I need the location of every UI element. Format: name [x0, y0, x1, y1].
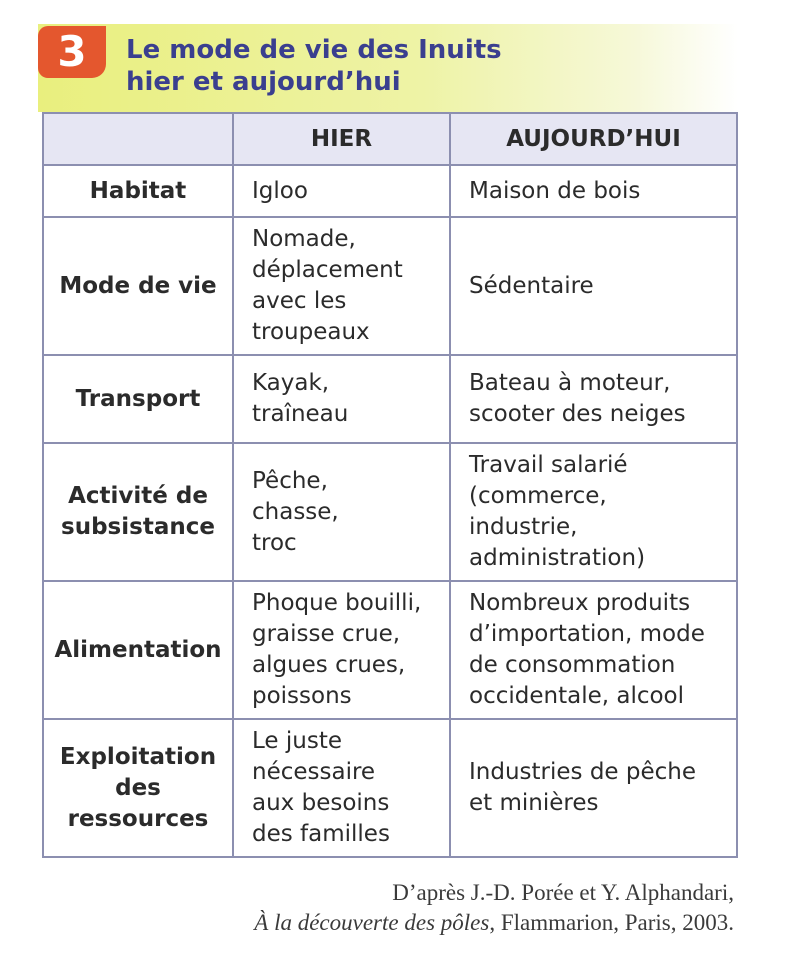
- column-header-hier: HIER: [233, 113, 450, 165]
- cell-aujourdhui: [450, 581, 737, 719]
- section-number-badge: 3: [38, 26, 106, 78]
- cell-aujourdhui-line: administration): [469, 545, 646, 571]
- cell-hier-line: graisse crue,: [252, 621, 401, 647]
- row-label-line: Alimentation: [54, 636, 222, 663]
- cell-aujourdhui-line: scooter des neiges: [469, 401, 686, 427]
- row-label-line: subsistance: [61, 514, 215, 540]
- cell-hier-line: poissons: [252, 683, 352, 709]
- cell-hier-line: avec les: [252, 288, 347, 314]
- cell-hier-line: Igloo: [252, 177, 308, 204]
- table-row: [43, 217, 737, 355]
- row-label-line: ressources: [67, 805, 209, 832]
- row-label-line: Exploitation: [59, 743, 217, 770]
- cell-hier-line: troupeaux: [252, 319, 370, 345]
- column-header-empty: [43, 113, 233, 165]
- table-row: [43, 443, 737, 581]
- row-label: [43, 443, 233, 581]
- cell-hier-line: algues crues,: [252, 652, 406, 678]
- cell-hier-line: chasse,: [252, 498, 339, 525]
- document-title: [126, 34, 646, 98]
- column-header-aujourdhui: AUJOURD’HUI: [450, 113, 737, 165]
- cell-aujourdhui-line: Industries de pêche: [469, 759, 697, 785]
- table-row: [43, 581, 737, 719]
- cell-aujourdhui: [450, 165, 737, 217]
- cell-aujourdhui-line: de consommation: [469, 652, 676, 678]
- cell-aujourdhui-line: Bateau à moteur,: [469, 370, 671, 396]
- source-reference: [254, 908, 734, 938]
- row-label-line: des: [115, 774, 161, 801]
- source-authors: D’après J.-D. Porée et Y. Alphandari,: [392, 880, 734, 905]
- row-label: [43, 355, 233, 443]
- row-label: [43, 217, 233, 355]
- cell-hier-line: des familles: [252, 821, 390, 847]
- row-label-line: Mode de vie: [59, 272, 217, 299]
- cell-hier-line: troc: [252, 529, 297, 556]
- cell-aujourdhui-line: (commerce,: [469, 483, 607, 509]
- title-line-1: Le mode de vie des Inuits: [126, 35, 502, 65]
- cell-aujourdhui-line: Nombreux produits: [469, 590, 691, 616]
- cell-hier-line: Phoque bouilli,: [252, 590, 422, 616]
- cell-aujourdhui: [450, 719, 737, 857]
- cell-aujourdhui-line: occidentale, alcool: [469, 683, 685, 709]
- cell-hier: [233, 355, 450, 443]
- source-book-title: À la découverte des pôles: [254, 910, 490, 935]
- cell-aujourdhui-line: Sédentaire: [469, 272, 594, 299]
- table-row: [43, 719, 737, 857]
- cell-hier: [233, 581, 450, 719]
- cell-hier: [233, 165, 450, 217]
- source-caption: [254, 878, 734, 938]
- cell-aujourdhui-line: Maison de bois: [469, 177, 641, 204]
- cell-aujourdhui-line: Travail salarié: [469, 452, 628, 478]
- cell-hier-line: traîneau: [252, 401, 349, 427]
- cell-hier-line: aux besoins: [252, 790, 390, 816]
- cell-hier-line: Le juste: [252, 728, 342, 754]
- row-label-line: Transport: [75, 385, 201, 412]
- cell-hier-line: Nomade,: [252, 226, 356, 252]
- source-publisher: , Flammarion, Paris, 2003.: [489, 910, 734, 935]
- cell-hier-line: déplacement: [252, 257, 403, 283]
- cell-aujourdhui-line: industrie,: [469, 514, 578, 540]
- table-row: [43, 355, 737, 443]
- row-label: [43, 165, 233, 217]
- table-row: [43, 165, 737, 217]
- cell-aujourdhui: [450, 217, 737, 355]
- cell-hier-line: Kayak,: [252, 370, 330, 396]
- cell-hier: [233, 217, 450, 355]
- cell-hier: [233, 443, 450, 581]
- cell-aujourdhui: [450, 443, 737, 581]
- cell-hier-line: nécessaire: [252, 759, 376, 785]
- cell-aujourdhui-line: d’importation, mode: [469, 621, 705, 647]
- row-label: [43, 581, 233, 719]
- cell-hier: [233, 719, 450, 857]
- comparison-table: [42, 112, 738, 858]
- title-line-2: hier et aujourd’hui: [126, 67, 401, 97]
- table-header-row: [43, 113, 737, 165]
- cell-hier-line: Pêche,: [252, 467, 328, 494]
- cell-aujourdhui-line: et minières: [469, 790, 599, 816]
- table-body: [43, 165, 737, 857]
- row-label-line: Activité de: [68, 483, 208, 509]
- cell-aujourdhui: [450, 355, 737, 443]
- row-label-line: Habitat: [89, 177, 187, 204]
- row-label: [43, 719, 233, 857]
